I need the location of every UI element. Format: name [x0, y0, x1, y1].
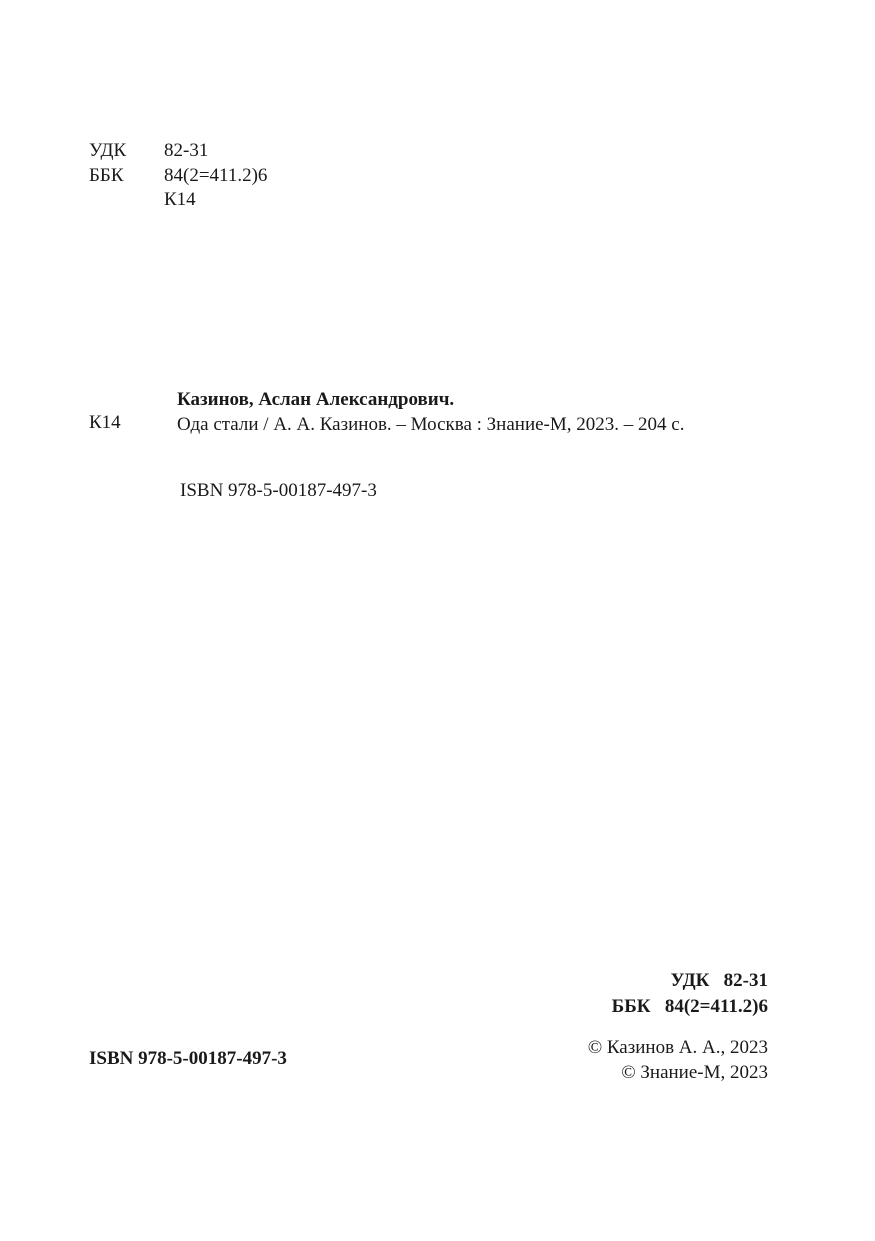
author-heading: Казинов, Аслан Александрович. — [177, 389, 455, 410]
author-mark-record: К14 — [89, 412, 121, 433]
bbk-bottom — [612, 997, 768, 1016]
copyright-author: © Казинов А. А., 2023 — [587, 1037, 768, 1058]
isbn-bottom: ISBN 978-5-00187-497-3 — [89, 1048, 287, 1069]
udk-value-bottom: 82-31 — [723, 970, 768, 991]
udk-label-bottom: УДК — [670, 970, 710, 991]
bbk-value-bottom: 84(2=411.2)6 — [664, 996, 768, 1017]
bbk-value-top: 84(2=411.2)6 — [164, 165, 268, 186]
author-mark-top: К14 — [164, 189, 196, 210]
isbn-record: ISBN 978-5-00187-497-3 — [180, 480, 377, 501]
udk-bottom — [671, 971, 768, 990]
title-line: Ода стали / А. А. Казинов. – Москва : Знание-М, 2023. – 204 с. — [177, 414, 685, 435]
udk-value-top: 82-31 — [164, 140, 209, 161]
copyright-publisher: © Знание-М, 2023 — [621, 1062, 768, 1083]
udk-label-top: УДК — [89, 140, 127, 161]
bbk-label-bottom: ББК — [611, 996, 651, 1017]
bbk-label-top: ББК — [89, 165, 124, 186]
